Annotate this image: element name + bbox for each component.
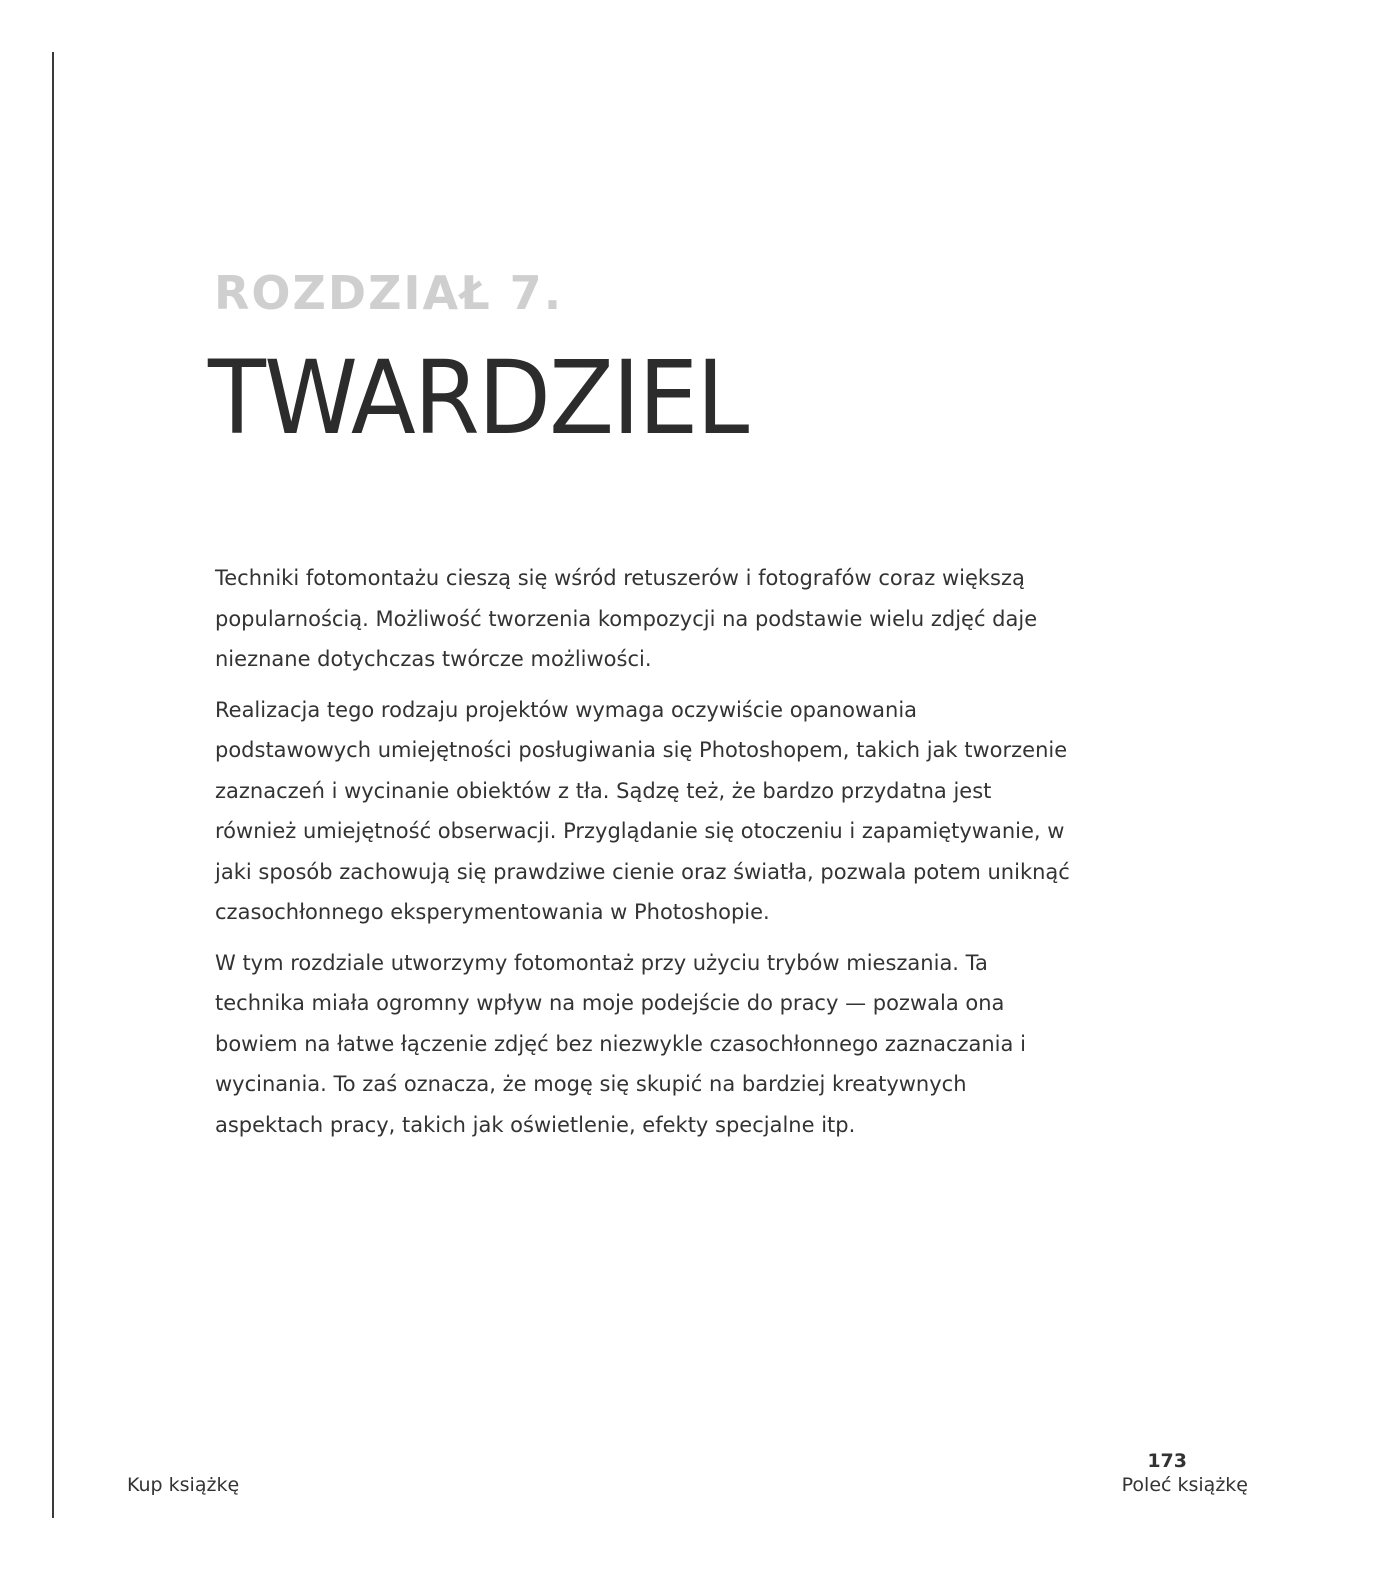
paragraph-2: Realizacja tego rodzaju projektów wymaga oczywiście opanowania podstawowych umiejętności posługiwania się Photoshopem, takich jak tworzenie zaznaczeń i wycinanie obiektów z tła. Sądzę też, że bardzo przydatna jest również umiejętność obserwacji. Przyglądanie się otoczeniu i zapamiętywanie, w jaki sposób zachowują się prawdziwe cienie oraz światła, pozwala potem uniknąć czasochłonnego eksperymentowania w Photoshopie. — [215, 697, 1070, 924]
margin-rule — [52, 52, 54, 1518]
recommend-book-link[interactable]: Poleć książkę — [1121, 1474, 1248, 1496]
chapter-intro-text — [215, 558, 1075, 1155]
chapter-label: ROZDZIAŁ 7. — [214, 266, 564, 320]
paragraph-3: W tym rozdziale utworzymy fotomontaż przy użyciu trybów mieszania. Ta technika miała ogromny wpływ na moje podejście do pracy — pozwala ona bowiem na łatwe łączenie zdjęć bez niezwykle czasochłonnego zaznaczania i wycinania. To zaś oznacza, że mogę się skupić na bardziej kreatywnych aspektach pracy, takich jak oświetlenie, efekty specjalne itp. — [215, 950, 1026, 1137]
chapter-title: TWARDZIEL — [208, 339, 748, 458]
page-number: 173 — [1147, 1450, 1187, 1472]
paragraph-1: Techniki fotomontażu cieszą się wśród retuszerów i fotografów coraz większą popularnością. Możliwość tworzenia kompozycji na podstawie wielu zdjęć daje nieznane dotychczas twórcze możliwości. — [215, 566, 1038, 671]
buy-book-link[interactable]: Kup książkę — [127, 1474, 240, 1496]
